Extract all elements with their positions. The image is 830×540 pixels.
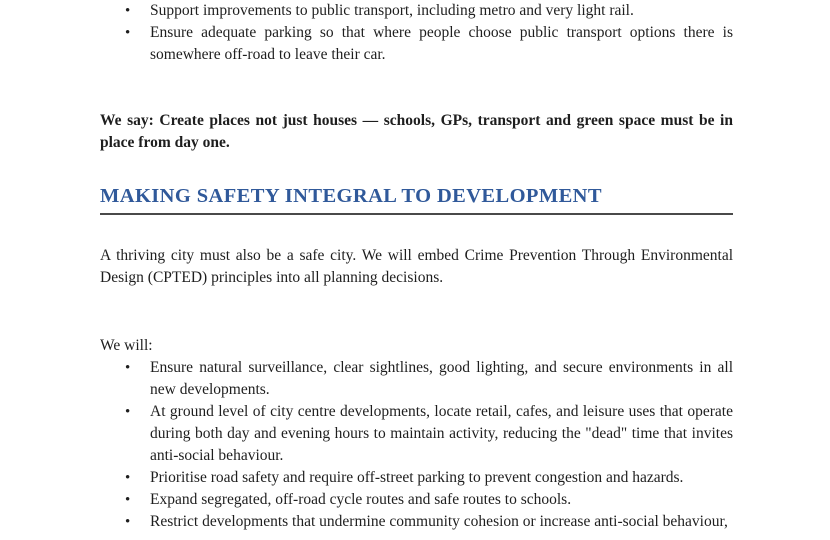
we-say-statement: We say: Create places not just houses — schools, GPs, transport and green space must be in place from day one. bbox=[100, 112, 733, 151]
section-heading: MAKING SAFETY INTEGRAL TO DEVELOPMENT bbox=[100, 183, 733, 215]
list-item: • At ground level of city centre developments, locate retail, cafes, and leisure uses that operate during both day and evening hours to maintain activity, reducing the "dead" time that invites anti-social behaviour. bbox=[100, 401, 733, 467]
list-item: • Support improvements to public transport, including metro and very light rail. bbox=[100, 0, 733, 22]
transport-bullet-list bbox=[100, 0, 733, 66]
intro-paragraph: A thriving city must also be a safe city. We will embed Crime Prevention Through Environmental Design (CPTED) principles into all planning decisions. bbox=[100, 247, 733, 286]
list-item: • Restrict developments that undermine community cohesion or increase anti-social behaviour, bbox=[100, 511, 733, 533]
safety-bullet-list bbox=[100, 357, 733, 533]
list-item: • Ensure natural surveillance, clear sightlines, good lighting, and secure environments in all new developments. bbox=[100, 357, 733, 401]
document-content bbox=[100, 0, 733, 533]
list-item: • Ensure adequate parking so that where people choose public transport options there is somewhere off-road to leave their car. bbox=[100, 22, 733, 66]
list-item: • Expand segregated, off-road cycle routes and safe routes to schools. bbox=[100, 489, 733, 511]
lead-in-text: We will: bbox=[100, 337, 153, 354]
list-item: • Prioritise road safety and require off-street parking to prevent congestion and hazards. bbox=[100, 467, 733, 489]
